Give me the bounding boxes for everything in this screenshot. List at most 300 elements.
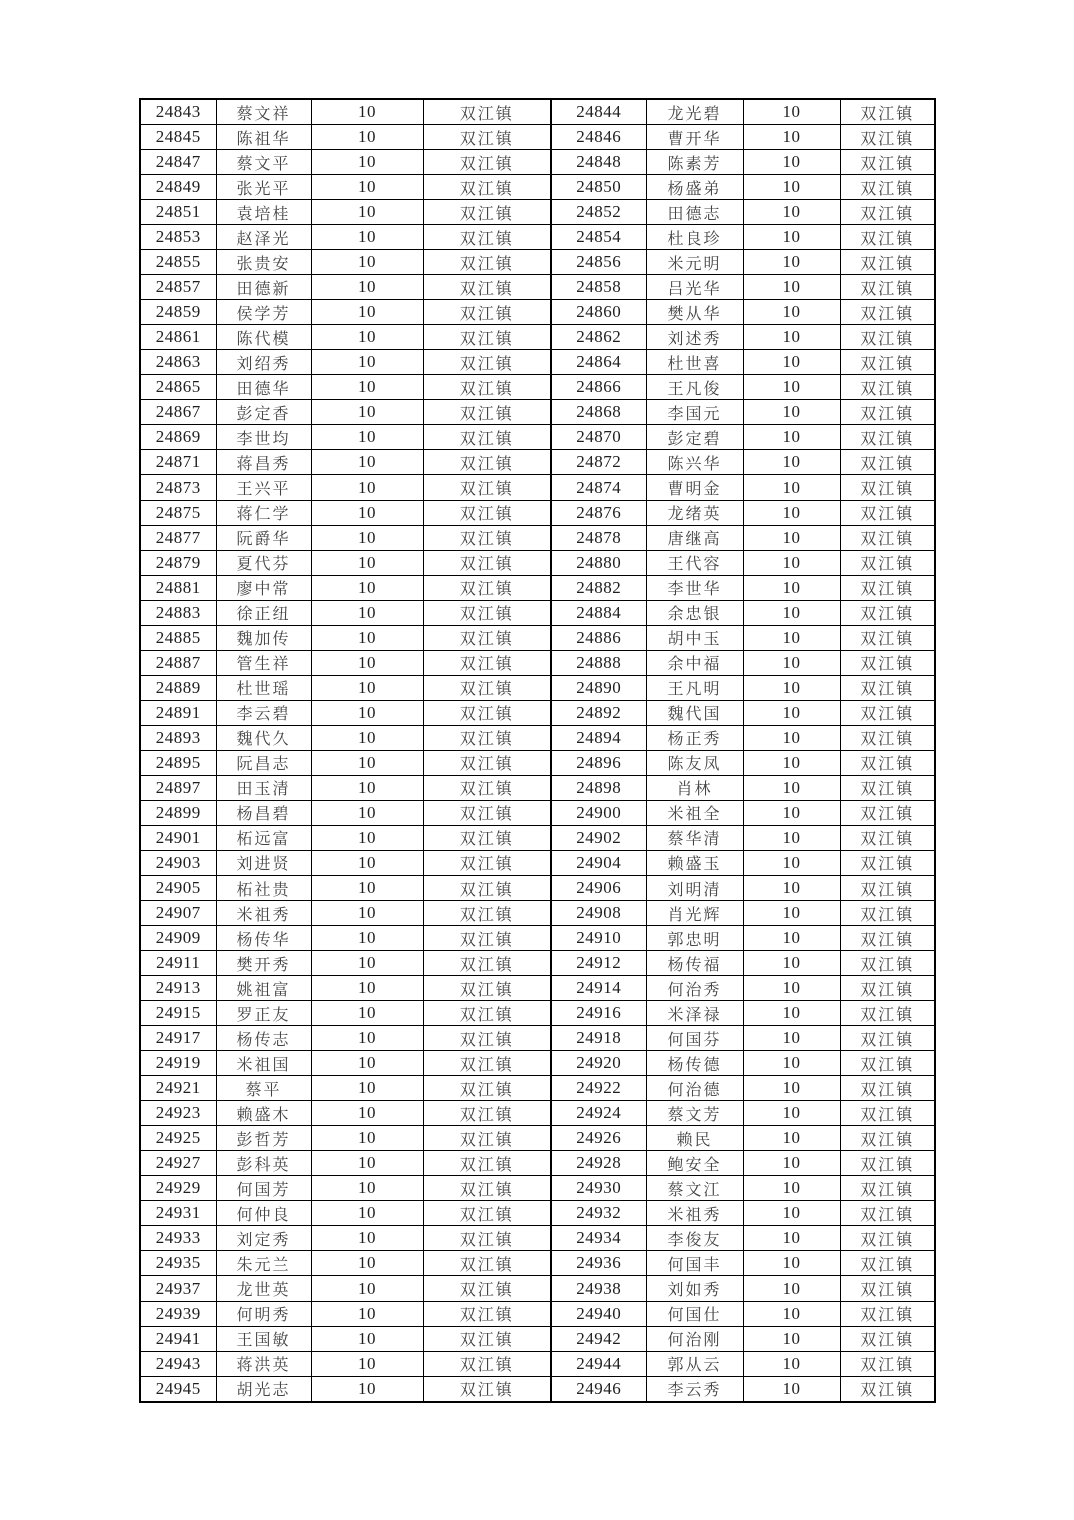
table-row	[140, 850, 935, 875]
amount: 10	[743, 1051, 840, 1076]
person-id: 24927	[140, 1151, 216, 1176]
person-id: 24875	[140, 500, 216, 525]
town: 双江镇	[423, 825, 551, 850]
town: 双江镇	[840, 901, 935, 926]
person-name: 杨传福	[646, 951, 743, 976]
town: 双江镇	[840, 926, 935, 951]
town: 双江镇	[840, 525, 935, 550]
table-row	[140, 475, 935, 500]
table-row	[140, 1251, 935, 1276]
amount: 10	[311, 250, 423, 275]
person-id: 24937	[140, 1276, 216, 1301]
amount: 10	[311, 850, 423, 875]
town: 双江镇	[423, 550, 551, 575]
person-id: 24865	[140, 375, 216, 400]
person-id: 24898	[551, 775, 646, 800]
amount: 10	[743, 926, 840, 951]
person-name: 唐继高	[646, 525, 743, 550]
table-row	[140, 1076, 935, 1101]
town: 双江镇	[840, 650, 935, 675]
amount: 10	[311, 350, 423, 375]
person-name: 樊开秀	[216, 951, 311, 976]
person-name: 赵泽光	[216, 225, 311, 250]
amount: 10	[743, 725, 840, 750]
person-id: 24857	[140, 275, 216, 300]
amount: 10	[743, 575, 840, 600]
person-id: 24923	[140, 1101, 216, 1126]
town: 双江镇	[423, 1026, 551, 1051]
person-name: 杜良珍	[646, 225, 743, 250]
table-row	[140, 250, 935, 275]
amount: 10	[743, 1076, 840, 1101]
amount: 10	[311, 575, 423, 600]
person-id: 24929	[140, 1176, 216, 1201]
person-name: 魏代久	[216, 725, 311, 750]
person-name: 陈代模	[216, 325, 311, 350]
person-name: 田玉清	[216, 775, 311, 800]
table-row	[140, 400, 935, 425]
amount: 10	[743, 625, 840, 650]
table-row	[140, 750, 935, 775]
person-name: 陈兴华	[646, 450, 743, 475]
person-name: 魏加传	[216, 625, 311, 650]
person-name: 何国芳	[216, 1176, 311, 1201]
person-id: 24869	[140, 425, 216, 450]
town: 双江镇	[840, 625, 935, 650]
town: 双江镇	[840, 300, 935, 325]
amount: 10	[311, 450, 423, 475]
town: 双江镇	[840, 375, 935, 400]
table-row	[140, 901, 935, 926]
town: 双江镇	[840, 976, 935, 1001]
amount: 10	[311, 125, 423, 150]
person-id: 24856	[551, 250, 646, 275]
person-name: 胡中玉	[646, 625, 743, 650]
person-name: 陈素芳	[646, 150, 743, 175]
town: 双江镇	[423, 325, 551, 350]
person-name: 蔡华清	[646, 825, 743, 850]
town: 双江镇	[840, 725, 935, 750]
town: 双江镇	[423, 350, 551, 375]
person-id: 24894	[551, 725, 646, 750]
table-row	[140, 600, 935, 625]
person-name: 彭定碧	[646, 425, 743, 450]
amount: 10	[311, 1176, 423, 1201]
table-row	[140, 200, 935, 225]
person-id: 24916	[551, 1001, 646, 1026]
town: 双江镇	[840, 225, 935, 250]
person-id: 24882	[551, 575, 646, 600]
table-row	[140, 1176, 935, 1201]
amount: 10	[743, 1026, 840, 1051]
table-row	[140, 375, 935, 400]
table-row	[140, 1151, 935, 1176]
town: 双江镇	[423, 1301, 551, 1326]
amount: 10	[311, 1351, 423, 1376]
person-name: 曹明金	[646, 475, 743, 500]
person-id: 24907	[140, 901, 216, 926]
person-name: 何治秀	[646, 976, 743, 1001]
person-name: 肖光辉	[646, 901, 743, 926]
table-row	[140, 1276, 935, 1301]
person-name: 蔡平	[216, 1076, 311, 1101]
person-name: 侯学芳	[216, 300, 311, 325]
amount: 10	[311, 1026, 423, 1051]
town: 双江镇	[423, 150, 551, 175]
person-id: 24850	[551, 175, 646, 200]
town: 双江镇	[840, 1126, 935, 1151]
person-name: 夏代芬	[216, 550, 311, 575]
town: 双江镇	[840, 275, 935, 300]
person-name: 张贵安	[216, 250, 311, 275]
person-id: 24876	[551, 500, 646, 525]
person-name: 杨昌碧	[216, 800, 311, 825]
person-name: 龙绪英	[646, 500, 743, 525]
person-name: 李俊友	[646, 1226, 743, 1251]
person-name: 郭忠明	[646, 926, 743, 951]
amount: 10	[743, 375, 840, 400]
person-id: 24880	[551, 550, 646, 575]
person-id: 24904	[551, 850, 646, 875]
table-row	[140, 125, 935, 150]
person-id: 24849	[140, 175, 216, 200]
person-name: 蔡文江	[646, 1176, 743, 1201]
amount: 10	[311, 1001, 423, 1026]
amount: 10	[743, 675, 840, 700]
person-name: 阮昌志	[216, 750, 311, 775]
town: 双江镇	[840, 425, 935, 450]
amount: 10	[743, 275, 840, 300]
amount: 10	[311, 1051, 423, 1076]
person-name: 米泽禄	[646, 1001, 743, 1026]
amount: 10	[743, 450, 840, 475]
table-row	[140, 425, 935, 450]
amount: 10	[743, 225, 840, 250]
person-name: 姚祖富	[216, 976, 311, 1001]
table-row	[140, 525, 935, 550]
amount: 10	[311, 1276, 423, 1301]
amount: 10	[743, 150, 840, 175]
roster-table	[139, 98, 936, 1403]
town: 双江镇	[840, 475, 935, 500]
person-id: 24928	[551, 1151, 646, 1176]
amount: 10	[743, 600, 840, 625]
table-row	[140, 976, 935, 1001]
person-id: 24919	[140, 1051, 216, 1076]
person-name: 李云碧	[216, 700, 311, 725]
person-name: 李世均	[216, 425, 311, 450]
amount: 10	[743, 951, 840, 976]
person-id: 24940	[551, 1301, 646, 1326]
town: 双江镇	[840, 850, 935, 875]
amount: 10	[743, 1376, 840, 1402]
table-row	[140, 1376, 935, 1402]
table-row	[140, 450, 935, 475]
person-name: 田德志	[646, 200, 743, 225]
town: 双江镇	[423, 375, 551, 400]
person-name: 鲍安全	[646, 1151, 743, 1176]
town: 双江镇	[840, 1276, 935, 1301]
person-name: 米祖秀	[216, 901, 311, 926]
person-name: 王代容	[646, 550, 743, 575]
table-row	[140, 875, 935, 900]
town: 双江镇	[840, 1301, 935, 1326]
amount: 10	[311, 1326, 423, 1351]
town: 双江镇	[423, 675, 551, 700]
person-id: 24915	[140, 1001, 216, 1026]
town: 双江镇	[423, 625, 551, 650]
person-id: 24862	[551, 325, 646, 350]
town: 双江镇	[840, 775, 935, 800]
table-row	[140, 1351, 935, 1376]
town: 双江镇	[423, 1226, 551, 1251]
table-row	[140, 325, 935, 350]
town: 双江镇	[423, 976, 551, 1001]
amount: 10	[311, 926, 423, 951]
person-id: 24870	[551, 425, 646, 450]
person-id: 24918	[551, 1026, 646, 1051]
person-name: 蒋昌秀	[216, 450, 311, 475]
person-id: 24946	[551, 1376, 646, 1402]
person-id: 24939	[140, 1301, 216, 1326]
town: 双江镇	[840, 250, 935, 275]
town: 双江镇	[840, 500, 935, 525]
town: 双江镇	[423, 1101, 551, 1126]
person-id: 24853	[140, 225, 216, 250]
town: 双江镇	[840, 325, 935, 350]
town: 双江镇	[423, 250, 551, 275]
person-id: 24888	[551, 650, 646, 675]
amount: 10	[311, 300, 423, 325]
town: 双江镇	[423, 951, 551, 976]
person-id: 24848	[551, 150, 646, 175]
amount: 10	[743, 1226, 840, 1251]
amount: 10	[311, 825, 423, 850]
amount: 10	[743, 1351, 840, 1376]
table-row	[140, 225, 935, 250]
person-name: 蒋洪英	[216, 1351, 311, 1376]
person-id: 24858	[551, 275, 646, 300]
person-name: 王凡明	[646, 675, 743, 700]
person-id: 24893	[140, 725, 216, 750]
town: 双江镇	[423, 1251, 551, 1276]
table-row	[140, 650, 935, 675]
amount: 10	[311, 150, 423, 175]
amount: 10	[743, 425, 840, 450]
person-id: 24863	[140, 350, 216, 375]
town: 双江镇	[840, 1226, 935, 1251]
table-row	[140, 1001, 935, 1026]
amount: 10	[743, 1201, 840, 1226]
person-id: 24931	[140, 1201, 216, 1226]
person-id: 24896	[551, 750, 646, 775]
person-id: 24910	[551, 926, 646, 951]
person-id: 24843	[140, 99, 216, 125]
person-name: 刘如秀	[646, 1276, 743, 1301]
person-name: 刘定秀	[216, 1226, 311, 1251]
person-name: 肖林	[646, 775, 743, 800]
town: 双江镇	[840, 1076, 935, 1101]
person-name: 杨传德	[646, 1051, 743, 1076]
person-id: 24924	[551, 1101, 646, 1126]
person-id: 24878	[551, 525, 646, 550]
town: 双江镇	[423, 450, 551, 475]
amount: 10	[743, 850, 840, 875]
town: 双江镇	[423, 750, 551, 775]
town: 双江镇	[423, 175, 551, 200]
amount: 10	[311, 425, 423, 450]
town: 双江镇	[840, 1201, 935, 1226]
town: 双江镇	[423, 1051, 551, 1076]
person-name: 朱元兰	[216, 1251, 311, 1276]
person-name: 刘述秀	[646, 325, 743, 350]
table-row	[140, 1201, 935, 1226]
amount: 10	[743, 650, 840, 675]
amount: 10	[311, 400, 423, 425]
amount: 10	[311, 976, 423, 1001]
person-id: 24945	[140, 1376, 216, 1402]
town: 双江镇	[423, 225, 551, 250]
person-id: 24859	[140, 300, 216, 325]
town: 双江镇	[423, 1351, 551, 1376]
person-name: 胡光志	[216, 1376, 311, 1402]
amount: 10	[743, 200, 840, 225]
amount: 10	[311, 951, 423, 976]
person-id: 24877	[140, 525, 216, 550]
town: 双江镇	[840, 350, 935, 375]
amount: 10	[743, 1276, 840, 1301]
person-name: 杜世喜	[646, 350, 743, 375]
town: 双江镇	[423, 700, 551, 725]
person-name: 袁培桂	[216, 200, 311, 225]
amount: 10	[743, 1326, 840, 1351]
person-id: 24944	[551, 1351, 646, 1376]
town: 双江镇	[423, 525, 551, 550]
town: 双江镇	[423, 475, 551, 500]
amount: 10	[311, 525, 423, 550]
town: 双江镇	[840, 450, 935, 475]
person-id: 24926	[551, 1126, 646, 1151]
amount: 10	[743, 325, 840, 350]
town: 双江镇	[840, 800, 935, 825]
person-name: 彭哲芳	[216, 1126, 311, 1151]
amount: 10	[311, 775, 423, 800]
person-name: 张光平	[216, 175, 311, 200]
town: 双江镇	[423, 850, 551, 875]
person-id: 24883	[140, 600, 216, 625]
person-id: 24891	[140, 700, 216, 725]
person-id: 24890	[551, 675, 646, 700]
amount: 10	[311, 875, 423, 900]
person-id: 24854	[551, 225, 646, 250]
amount: 10	[311, 1301, 423, 1326]
person-id: 24917	[140, 1026, 216, 1051]
town: 双江镇	[840, 951, 935, 976]
table-row	[140, 825, 935, 850]
person-id: 24906	[551, 875, 646, 900]
person-name: 柘社贵	[216, 875, 311, 900]
amount: 10	[311, 475, 423, 500]
amount: 10	[311, 800, 423, 825]
person-id: 24933	[140, 1226, 216, 1251]
town: 双江镇	[423, 1151, 551, 1176]
table-row	[140, 1326, 935, 1351]
person-id: 24886	[551, 625, 646, 650]
town: 双江镇	[840, 125, 935, 150]
table-row	[140, 500, 935, 525]
person-name: 李世华	[646, 575, 743, 600]
amount: 10	[311, 200, 423, 225]
person-name: 刘明清	[646, 875, 743, 900]
town: 双江镇	[840, 1326, 935, 1351]
amount: 10	[311, 1376, 423, 1402]
town: 双江镇	[423, 1326, 551, 1351]
person-name: 田德新	[216, 275, 311, 300]
person-name: 彭定香	[216, 400, 311, 425]
person-name: 赖盛玉	[646, 850, 743, 875]
person-name: 何国芬	[646, 1026, 743, 1051]
person-id: 24922	[551, 1076, 646, 1101]
town: 双江镇	[423, 1376, 551, 1402]
table-row	[140, 725, 935, 750]
town: 双江镇	[423, 200, 551, 225]
person-name: 李云秀	[646, 1376, 743, 1402]
town: 双江镇	[423, 275, 551, 300]
amount: 10	[311, 700, 423, 725]
amount: 10	[743, 1126, 840, 1151]
table-row	[140, 350, 935, 375]
amount: 10	[743, 1001, 840, 1026]
person-name: 何国丰	[646, 1251, 743, 1276]
person-name: 陈祖华	[216, 125, 311, 150]
person-id: 24844	[551, 99, 646, 125]
person-id: 24941	[140, 1326, 216, 1351]
town: 双江镇	[423, 600, 551, 625]
table-row	[140, 175, 935, 200]
town: 双江镇	[423, 775, 551, 800]
person-id: 24936	[551, 1251, 646, 1276]
person-id: 24943	[140, 1351, 216, 1376]
person-name: 魏代国	[646, 700, 743, 725]
person-name: 赖民	[646, 1126, 743, 1151]
table-row	[140, 1226, 935, 1251]
person-id: 24911	[140, 951, 216, 976]
table-row	[140, 1051, 935, 1076]
person-id: 24847	[140, 150, 216, 175]
person-name: 徐正纽	[216, 600, 311, 625]
town: 双江镇	[423, 575, 551, 600]
town: 双江镇	[423, 1176, 551, 1201]
person-id: 24912	[551, 951, 646, 976]
town: 双江镇	[423, 926, 551, 951]
town: 双江镇	[840, 1251, 935, 1276]
amount: 10	[311, 99, 423, 125]
person-name: 郭从云	[646, 1351, 743, 1376]
amount: 10	[311, 750, 423, 775]
town: 双江镇	[423, 1126, 551, 1151]
amount: 10	[311, 500, 423, 525]
person-name: 樊从华	[646, 300, 743, 325]
amount: 10	[311, 550, 423, 575]
table-row	[140, 951, 935, 976]
amount: 10	[743, 500, 840, 525]
amount: 10	[743, 300, 840, 325]
town: 双江镇	[840, 700, 935, 725]
town: 双江镇	[423, 425, 551, 450]
amount: 10	[311, 650, 423, 675]
town: 双江镇	[840, 175, 935, 200]
amount: 10	[743, 825, 840, 850]
